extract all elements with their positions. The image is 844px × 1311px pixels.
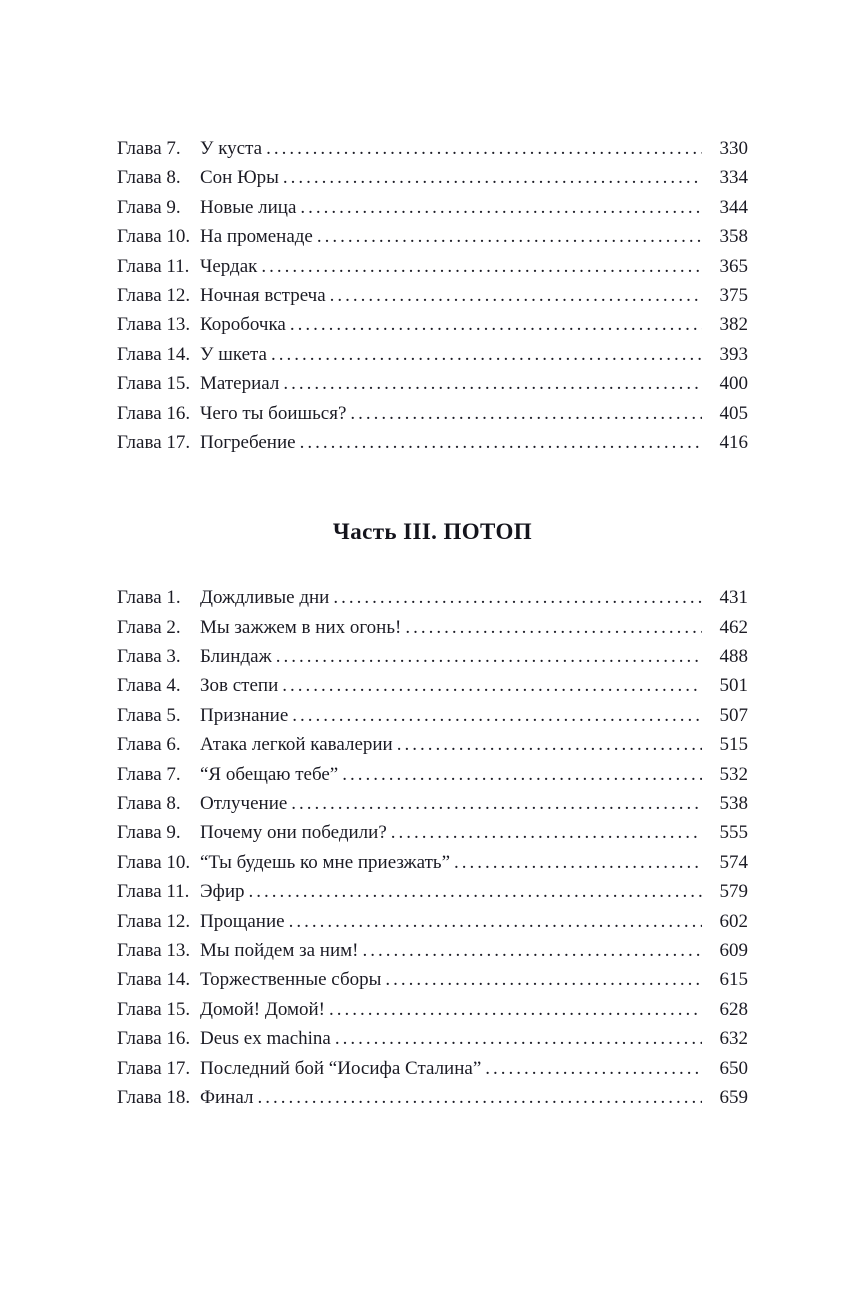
dot-leader bbox=[261, 252, 702, 281]
toc-row bbox=[117, 222, 748, 251]
dot-leader bbox=[363, 936, 703, 965]
toc-row bbox=[117, 252, 748, 281]
chapter-page: 375 bbox=[719, 284, 748, 306]
dot-leader bbox=[290, 310, 702, 339]
dot-leader bbox=[271, 340, 702, 369]
chapter-title: Прощание bbox=[200, 910, 285, 932]
dot-leader bbox=[289, 907, 702, 936]
toc-row bbox=[117, 936, 748, 965]
chapter-page: 538 bbox=[719, 793, 748, 815]
chapter-label: Глава 12. bbox=[117, 910, 191, 932]
chapter-page: 507 bbox=[719, 704, 748, 726]
toc-row bbox=[117, 163, 748, 192]
chapter-page: 574 bbox=[719, 851, 748, 873]
chapter-label: Глава 9. bbox=[117, 822, 181, 844]
chapter-title: Блиндаж bbox=[200, 646, 272, 668]
chapter-label: Глава 13. bbox=[117, 939, 191, 961]
chapter-label: Глава 7. bbox=[117, 763, 181, 785]
chapter-page: 602 bbox=[719, 910, 748, 932]
dot-leader bbox=[454, 848, 702, 877]
chapter-title: На променаде bbox=[200, 226, 313, 248]
toc-section bbox=[117, 519, 748, 1112]
chapter-page: 579 bbox=[719, 881, 748, 903]
dot-leader bbox=[300, 193, 702, 222]
dot-leader bbox=[335, 1024, 702, 1053]
chapter-page: 628 bbox=[719, 998, 748, 1020]
chapter-label: Глава 17. bbox=[117, 431, 191, 453]
toc-row bbox=[117, 642, 748, 671]
chapter-title: Погребение bbox=[200, 431, 296, 453]
dot-leader bbox=[283, 369, 702, 398]
toc-row bbox=[117, 877, 748, 906]
chapter-label: Глава 10. bbox=[117, 851, 191, 873]
chapter-page: 462 bbox=[719, 616, 748, 638]
chapter-label: Глава 6. bbox=[117, 734, 181, 756]
toc-row bbox=[117, 965, 748, 994]
chapter-title: Материал bbox=[200, 373, 280, 395]
dot-leader bbox=[329, 995, 702, 1024]
chapter-page: 532 bbox=[719, 763, 748, 785]
chapter-title: Финал bbox=[200, 1086, 254, 1108]
chapter-title: Почему они победили? bbox=[200, 822, 387, 844]
dot-leader bbox=[405, 613, 702, 642]
toc-row bbox=[117, 760, 748, 789]
chapter-title: “Ты будешь ко мне приезжать” bbox=[200, 851, 451, 873]
chapter-page: 488 bbox=[719, 646, 748, 668]
toc-row bbox=[117, 907, 748, 936]
chapter-page: 659 bbox=[719, 1086, 748, 1108]
chapter-page: 400 bbox=[719, 373, 748, 395]
chapter-label: Глава 12. bbox=[117, 284, 191, 306]
chapter-title: Последний бой “Иосифа Сталина” bbox=[200, 1057, 482, 1079]
chapter-label: Глава 9. bbox=[117, 196, 181, 218]
chapter-title: Дождливые дни bbox=[200, 587, 330, 609]
toc-section bbox=[117, 134, 748, 457]
chapter-label: Глава 5. bbox=[117, 704, 181, 726]
chapter-label: Глава 13. bbox=[117, 314, 191, 336]
chapter-page: 515 bbox=[719, 734, 748, 756]
chapter-title: Новые лица bbox=[200, 196, 297, 218]
toc-list bbox=[117, 583, 748, 1112]
chapter-page: 501 bbox=[719, 675, 748, 697]
chapter-title: Deus ex machina bbox=[200, 1028, 331, 1050]
chapter-title: Мы пойдем за ним! bbox=[200, 939, 359, 961]
toc-row bbox=[117, 848, 748, 877]
toc-row bbox=[117, 1083, 748, 1112]
dot-leader bbox=[485, 1054, 702, 1083]
dot-leader bbox=[291, 789, 702, 818]
toc-row bbox=[117, 134, 748, 163]
chapter-title: “Я обещаю тебе” bbox=[200, 763, 339, 785]
dot-leader bbox=[282, 671, 702, 700]
dot-leader bbox=[391, 818, 702, 847]
chapter-label: Глава 8. bbox=[117, 167, 181, 189]
chapter-title: Атака легкой кавалерии bbox=[200, 734, 393, 756]
chapter-page: 615 bbox=[719, 969, 748, 991]
chapter-title: У куста bbox=[200, 138, 263, 159]
chapter-label: Глава 1. bbox=[117, 587, 181, 609]
chapter-label: Глава 4. bbox=[117, 675, 181, 697]
chapter-page: 650 bbox=[719, 1057, 748, 1079]
section-heading: Часть III. ПОТОП bbox=[332, 519, 533, 545]
toc bbox=[117, 134, 748, 1112]
dot-leader bbox=[283, 163, 702, 192]
chapter-label: Глава 10. bbox=[117, 226, 191, 248]
chapter-title: Домой! Домой! bbox=[200, 998, 325, 1020]
toc-row bbox=[117, 995, 748, 1024]
chapter-page: 330 bbox=[719, 138, 748, 159]
toc-row bbox=[117, 281, 748, 310]
chapter-title: Сон Юры bbox=[200, 167, 279, 189]
toc-row bbox=[117, 1024, 748, 1053]
chapter-page: 334 bbox=[719, 167, 748, 189]
chapter-page: 344 bbox=[719, 196, 748, 218]
chapter-label: Глава 7. bbox=[117, 138, 181, 159]
toc-row bbox=[117, 428, 748, 457]
dot-leader bbox=[257, 1083, 702, 1112]
chapter-label: Глава 8. bbox=[117, 793, 181, 815]
chapter-page: 555 bbox=[719, 822, 748, 844]
toc-row bbox=[117, 399, 748, 428]
chapter-label: Глава 15. bbox=[117, 373, 191, 395]
chapter-page: 365 bbox=[719, 255, 748, 277]
chapter-label: Глава 16. bbox=[117, 402, 191, 424]
dot-leader bbox=[292, 701, 702, 730]
chapter-label: Глава 15. bbox=[117, 998, 191, 1020]
toc-row bbox=[117, 701, 748, 730]
chapter-title: Ночная встреча bbox=[200, 284, 326, 306]
chapter-page: 632 bbox=[719, 1028, 748, 1050]
chapter-label: Глава 11. bbox=[117, 881, 190, 903]
dot-leader bbox=[249, 877, 702, 906]
chapter-page: 431 bbox=[719, 587, 748, 609]
toc-row bbox=[117, 1054, 748, 1083]
toc-row bbox=[117, 340, 748, 369]
chapter-title: Эфир bbox=[200, 881, 245, 903]
chapter-title: Чердак bbox=[200, 255, 258, 277]
chapter-title: Признание bbox=[200, 704, 289, 726]
chapter-label: Глава 14. bbox=[117, 343, 191, 365]
chapter-page: 393 bbox=[719, 343, 748, 365]
chapter-title: Чего ты боишься? bbox=[200, 402, 347, 424]
chapter-label: Глава 16. bbox=[117, 1028, 191, 1050]
toc-row bbox=[117, 613, 748, 642]
chapter-page: 382 bbox=[719, 314, 748, 336]
toc-row bbox=[117, 789, 748, 818]
chapter-title: Мы зажжем в них огонь! bbox=[200, 616, 402, 638]
chapter-label: Глава 18. bbox=[117, 1086, 191, 1108]
chapter-title: Торжественные сборы bbox=[200, 969, 382, 991]
chapter-title: Зов степи bbox=[200, 675, 279, 697]
chapter-title: У шкета bbox=[200, 343, 267, 365]
dot-leader bbox=[300, 428, 702, 457]
toc-row bbox=[117, 583, 748, 612]
toc-row bbox=[117, 671, 748, 700]
chapter-title: Коробочка bbox=[200, 314, 286, 336]
dot-leader bbox=[333, 583, 702, 612]
dot-leader bbox=[350, 399, 702, 428]
dot-leader bbox=[385, 965, 702, 994]
dot-leader bbox=[330, 281, 702, 310]
dot-leader bbox=[397, 730, 702, 759]
chapter-page: 609 bbox=[719, 939, 748, 961]
toc-row bbox=[117, 818, 748, 847]
chapter-page: 358 bbox=[719, 226, 748, 248]
chapter-label: Глава 3. bbox=[117, 646, 181, 668]
toc-row bbox=[117, 369, 748, 398]
toc-row bbox=[117, 193, 748, 222]
chapter-page: 405 bbox=[719, 402, 748, 424]
toc-row bbox=[117, 730, 748, 759]
chapter-label: Глава 14. bbox=[117, 969, 191, 991]
chapter-label: Глава 2. bbox=[117, 616, 181, 638]
chapter-title: Отлучение bbox=[200, 793, 288, 815]
dot-leader bbox=[317, 222, 702, 251]
dot-leader bbox=[266, 134, 702, 163]
chapter-label: Глава 17. bbox=[117, 1057, 191, 1079]
toc-row bbox=[117, 310, 748, 339]
dot-leader bbox=[276, 642, 702, 671]
toc-list bbox=[117, 134, 748, 457]
chapter-page: 416 bbox=[719, 431, 748, 453]
chapter-label: Глава 11. bbox=[117, 255, 190, 277]
dot-leader bbox=[342, 760, 702, 789]
